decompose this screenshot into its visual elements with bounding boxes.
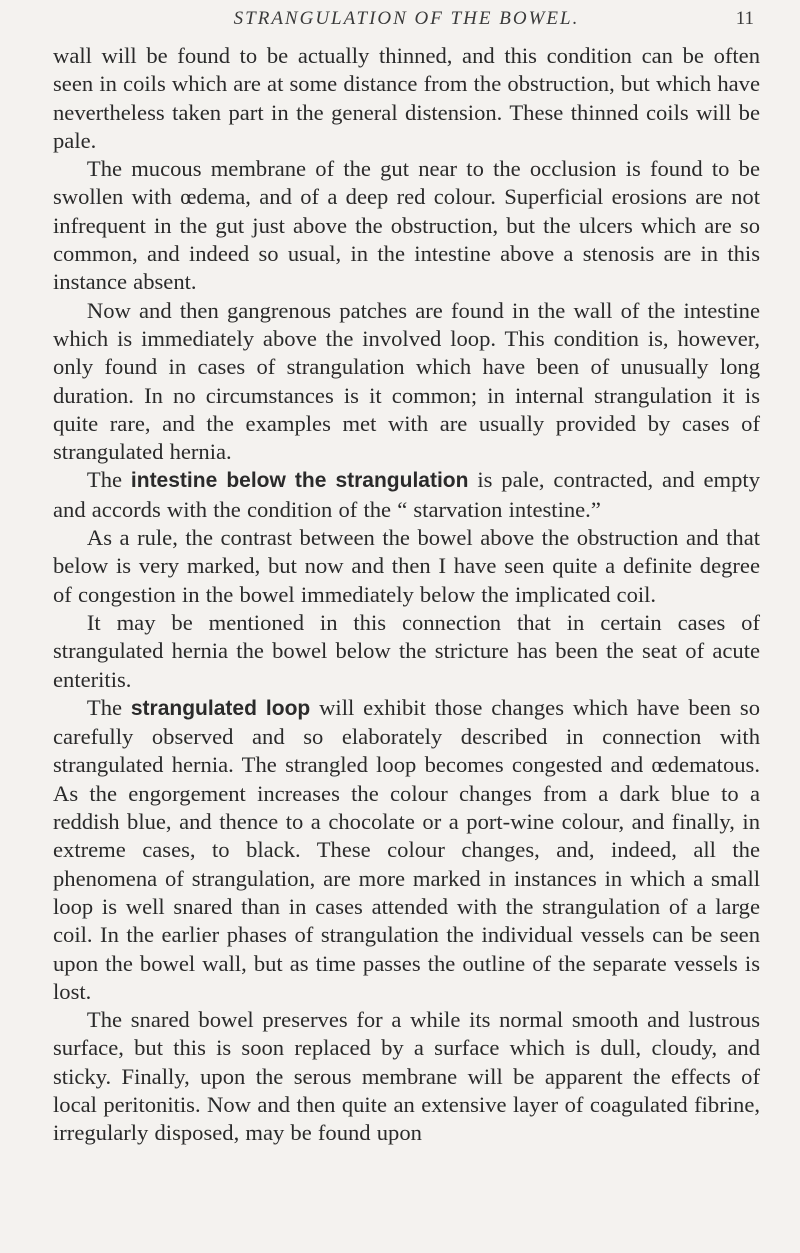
text-run: will exhibit those changes which have been so carefully observed and so elaborately described in connection with strangulated hernia. The strangled loop becomes congested and œdematous. As the engorgement increases the colour changes from a dark blue to a reddish blue, and thence to a chocolate or a port-wine colour, and finally, in extreme cases, to black. These colour changes, and, indeed, all the phenomena of strangulation, are more marked in instances in which a small loop is well snared than in cases attended with the strangulation of a large coil. In the earlier phases of strangulation the individual vessels can be seen upon the bowel wall, but as time passes the outline of the separate vessels is lost. — [53, 694, 760, 1004]
paragraph — [53, 155, 760, 296]
body-text — [53, 42, 760, 1148]
page-header — [53, 6, 760, 42]
text-run: The mucous membrane of the gut near to the occlusion is found to be swollen with œdema, and of a deep red colour. Superficial erosions are not infrequent in the gut just above the obstruction, but the ulcers which are so common, and indeed so usual, in the intestine above a stenosis are in this instance absent. — [53, 156, 760, 295]
paragraph — [53, 42, 760, 155]
running-head: STRANGULATION OF THE BOWEL. — [233, 8, 580, 29]
text-run: wall will be found to be actually thinned, and this condition can be often seen in coils which are at some distance from the obstruction, but which have nevertheless taken part in the general distension. These thinned coils will be pale. — [53, 43, 760, 153]
text-run: Now and then gangrenous patches are found in the wall of the intestine which is immediately above the involved loop. This condition is, however, only found in cases of strangulation which have been of unusually long duration. In no circumstances is it common; in internal strangulation it is quite rare, and the examples met with are usually provided by cases of strangulated hernia. — [53, 297, 760, 465]
text-run: As a rule, the contrast between the bowel above the obstruction and that below is very marked, but now and then I have seen quite a definite degree of congestion in the bowel immediately below the implicated coil. — [53, 525, 760, 607]
text-run: The — [86, 467, 131, 493]
paragraph — [53, 1006, 760, 1147]
paragraph — [53, 524, 760, 609]
page-number: 11 — [735, 8, 754, 29]
text-run: The snared bowel preserves for a while its normal smooth and lustrous surface, but this is soon replaced by a surface which is dull, cloudy, and sticky. Finally, upon the serous membrane will be apparent the effects of local peritonitis. Now and then quite an extensive layer of coagulated fibrine, irregularly disposed, may be found upon — [53, 1007, 760, 1146]
paragraph — [53, 609, 760, 694]
paragraph — [53, 297, 760, 467]
text-run: It may be mentioned in this connection that in certain cases of strangulated hernia the bowel below the stricture has been the seat of acute enteritis. — [53, 609, 760, 692]
bold-phrase: strangulated loop — [130, 696, 311, 720]
text-run: The — [86, 694, 131, 720]
bold-phrase: intestine below the strangulation — [130, 469, 469, 493]
text-run: is pale, contracted, and empty and accords with the condition of the “ starvation intestine.” — [53, 467, 761, 522]
paragraph — [53, 694, 760, 1006]
paragraph — [53, 466, 760, 524]
